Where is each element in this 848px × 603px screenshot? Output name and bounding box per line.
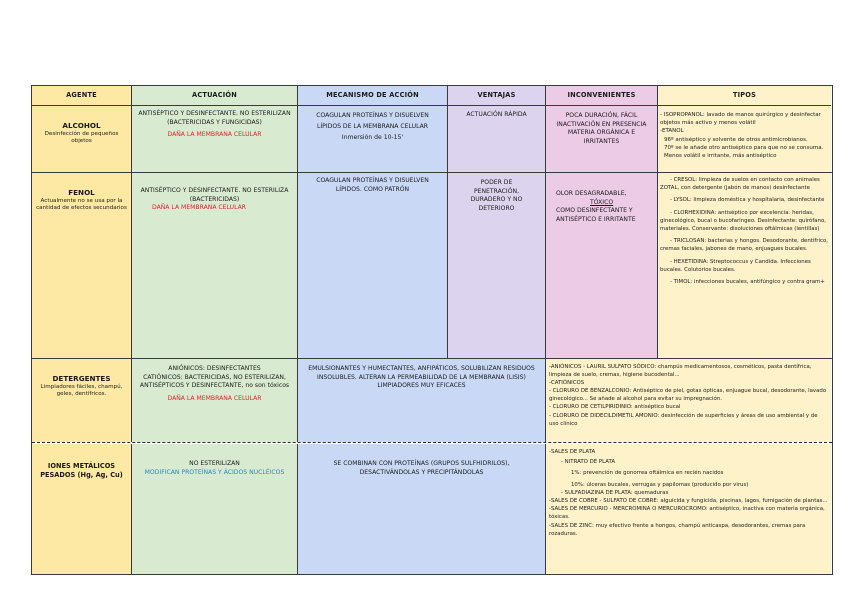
alcohol-tipo-2: -ETANOL	[660, 128, 684, 135]
fenol-mec: COAGULAN PROTEÍNAS Y DISUELVEN LÍPIDOS. COMO PATRÓN	[316, 177, 429, 193]
fenol-inconvenientes-cell	[546, 173, 658, 358]
alcohol-actuacion-cell	[132, 106, 298, 172]
fenol-agent-cell	[32, 173, 132, 358]
iones-tipo-4: 10%: úlceras bucales, verrugas y papilomas (producido por virus)	[571, 481, 749, 488]
detergentes-tipo-3: - CLORURO DE BENZALCONIO: Antiséptico de piel, gotas ópticas, enjuague bucal, desodorante, lavado ginecológico... Se añade al alcohol para evitar su impregnación.	[549, 388, 827, 403]
fenol-tipo-lysol: - LYSOL: limpieza doméstica y hospitalaria, desinfectante	[670, 197, 825, 204]
alcohol-tipo-4: 70º se le añade otro antiséptico para que no se consuma. Menos volátil e irritante, más antiséptico	[664, 144, 824, 160]
alcohol-ventajas-cell	[448, 106, 546, 172]
header-inconvenientes: INCONVENIENTES	[546, 86, 658, 106]
fenol-tipo-cresol: - CRESOL: limpieza de suelos en contacto con animales ZOTAL, con detergente (jabón de manos) desinfectante	[660, 177, 820, 192]
iones-agent-cell	[32, 444, 132, 574]
header-ventajas: VENTAJAS	[448, 86, 546, 106]
alcohol-act: ANTISÉPTICO Y DESINFECTANTE. NO ESTERILIZAN (BACTERICIDAS Y FUNGICIDAS)	[138, 110, 291, 126]
iones-act: NO ESTERILIZAN	[189, 460, 240, 467]
detergentes-act2: CATIÓNICOS: BACTERICIDAS, NO ESTERILIZAN, ANTISÉPTICOS Y DESINFECTANTE, no son tóxicos	[139, 373, 290, 390]
iones-tipo-2: - NITRATO DE PLATA	[561, 459, 616, 466]
detergentes-tipo-4: - CLORURO DE CETILPIRIDINIO: antiséptico bucal	[549, 404, 681, 411]
fenol-tipo-clorhexidina: - CLORHEXIDINA: antiséptico por excelencia: heridas, ginecológico, bucal o bucofaríngeo. Desinfectante: quirófano, materiales. Conservante: disoluciones oftálmicas (lentillas)	[660, 209, 826, 233]
fenol-ven: PODER DE PENETRACIÓN, DURADERO Y NO DETERIORO	[470, 179, 523, 212]
iones-tipo-5: - SULFADIAZINA DE PLATA: quemaduras	[561, 489, 669, 496]
detergentes-mecanismo-cell	[298, 359, 546, 442]
alcohol-agent-cell	[32, 106, 132, 172]
alcohol-desc: Desinfección de pequeños objetos	[44, 130, 119, 145]
row-divider-dashed	[32, 442, 832, 443]
detergentes-actuacion-cell	[132, 359, 298, 442]
iones-mecanismo-cell	[298, 444, 546, 574]
iones-actuacion-cell	[132, 444, 298, 574]
alcohol-mec2: Inmersión de 10-15'	[341, 134, 404, 141]
alcohol-mecanismo-cell	[298, 106, 448, 172]
detergentes-act1: ANIÓNICOS: DESINFECTANTES	[168, 365, 261, 372]
iones-tipo-6: -SALES DE COBRE - SULFATO DE COBRE: alguicida y fungicida, piscinas, lagos, fumigación de plantas...	[549, 498, 828, 505]
header-actuacion: ACTUACIÓN	[132, 86, 298, 106]
detergentes-tipos-cell	[546, 359, 831, 442]
fenol-actuacion-cell	[132, 173, 298, 358]
fenol-tipos-cell	[658, 173, 831, 358]
detergentes-tipo-5: - CLORURO DE DIDECILDIMETIL AMONIO: desinfección de superficies y áreas de uso ambiental y de uso clínico	[549, 412, 818, 427]
header-agente: AGENTE	[32, 86, 132, 106]
iones-mec: SE COMBINAN CON PROTEÍNAS (GRUPOS SULFHIDRILOS), DESACTIVÁNDOLAS Y PRECIPITÁNDOLAS	[333, 460, 510, 476]
header-tipos: TIPOS	[658, 86, 831, 106]
detergentes-mec: EMULSIONANTES Y HUMECTANTES, ANFIPÁTICOS, SOLUBILIZAN RESIDUOS INSOLUBLES. ALTERAN LA PERMEABILIDAD DE LA MEMBRANA (LISIS) LIMPIADORES MUY EFICACES	[308, 365, 535, 390]
iones-tipo-7: -SALES DE MERCURIO - MERCROMINA O MERCUROCROMO: antiséptico, inactiva con materia orgánica, tóxicas.	[549, 506, 825, 521]
alcohol-tipos-cell	[658, 106, 831, 172]
detergentes-tipo-2: -CATIÓNICOS	[549, 380, 585, 387]
fenol-inc-b: TÓXICO	[590, 198, 614, 206]
detergentes-agent-cell	[32, 359, 132, 442]
alcohol-inc: POCA DURACIÓN, FÁCIL INACTIVACIÓN EN PRESENCIA MATERIA ORGÁNICA E IRRITANTES	[556, 112, 647, 145]
alcohol-ven: ACTUACIÓN RÁPIDA	[466, 111, 527, 118]
iones-tipo-8: -SALES DE ZINC: muy efectivo frente a hongos, champú anticaspa, desodorantes, cremas para rozaduras.	[549, 522, 806, 537]
fenol-tipo-timol: - TIMOL: infecciones bucales, antifúngico y contra gram+	[670, 279, 825, 286]
fenol-inc-c: COMO DESINFECTANTE Y ANTISÉPTICO E IRRITANTE	[556, 207, 636, 223]
alcohol-tipo-3: 96º antiséptico y solvente de otros antimicrobianos.	[664, 136, 808, 143]
iones-title: IONES METÁLICOS PESADOS (Hg, Ag, Cu)	[40, 462, 123, 479]
fenol-mecanismo-cell	[298, 173, 448, 358]
fenol-inc-a: OLOR DESAGRADABLE,	[556, 190, 627, 197]
alcohol-tipo-1: - ISOPROPANOL: lavado de manos quirúrgico y desinfectar objetos más activo y menos volátil	[660, 112, 821, 127]
iones-tipos-cell	[546, 444, 831, 574]
antiseptics-table	[31, 85, 833, 575]
detergentes-tipo-1: -ANIÓNICOS - LAURIL SULFATO SÓDICO: champús medicamentosos, cosméticos, pasta dentífrica, limpieza de suelo, cremas, higiene bucodental...	[549, 364, 812, 379]
alcohol-title: ALCOHOL	[62, 121, 101, 130]
iones-tipo-1: -SALES DE PLATA	[549, 449, 596, 455]
iones-tipo-3: 1%: prevención de gonorrea oftálmica en recién nacidos	[571, 470, 724, 477]
alcohol-inconvenientes-cell	[546, 106, 658, 172]
detergentes-act-red: DAÑA LA MEMBRANA CELULAR	[167, 394, 262, 402]
alcohol-act-red: DAÑA LA MEMBRANA CELULAR	[167, 131, 262, 139]
alcohol-mec: COAGULAN PROTEÍNAS Y DISUELVEN LÍPIDOS DE LA MEMBRANA CELULAR	[316, 112, 429, 130]
detergentes-title: DETERGENTES	[52, 374, 111, 383]
header-mecanismo: MECANISMO DE ACCIÓN	[298, 86, 448, 106]
fenol-desc: Actualmente no se usa por la cantidad de efectos secundarios	[36, 197, 127, 212]
iones-act-blue: MODIFICAN PROTEÍNAS Y ÁCIDOS NUCLÉICOS	[144, 468, 285, 476]
fenol-act: ANTISÉPTICO Y DESINFECTANTE. NO ESTERILIZA (BACTERICIDAS)	[140, 187, 289, 203]
detergentes-desc: Limpiadores fáciles, champú, geles, dentífricos.	[40, 383, 123, 398]
fenol-act-red: DAÑA LA MEMBRANA CELULAR	[152, 204, 247, 212]
fenol-tipo-triclosan: - TRICLOSAN: bacterias y hongos. Desodorante, dentífrico, cremas faciales, jabones de mano, enjuagues bucales.	[660, 238, 828, 253]
fenol-ventajas-cell	[448, 173, 546, 358]
fenol-tipo-hexetidina: - HEXETIDINA: Streptococcus y Candida. Infecciones bucales. Colutorios bucales.	[660, 258, 811, 273]
fenol-title: FENOL	[68, 188, 95, 197]
